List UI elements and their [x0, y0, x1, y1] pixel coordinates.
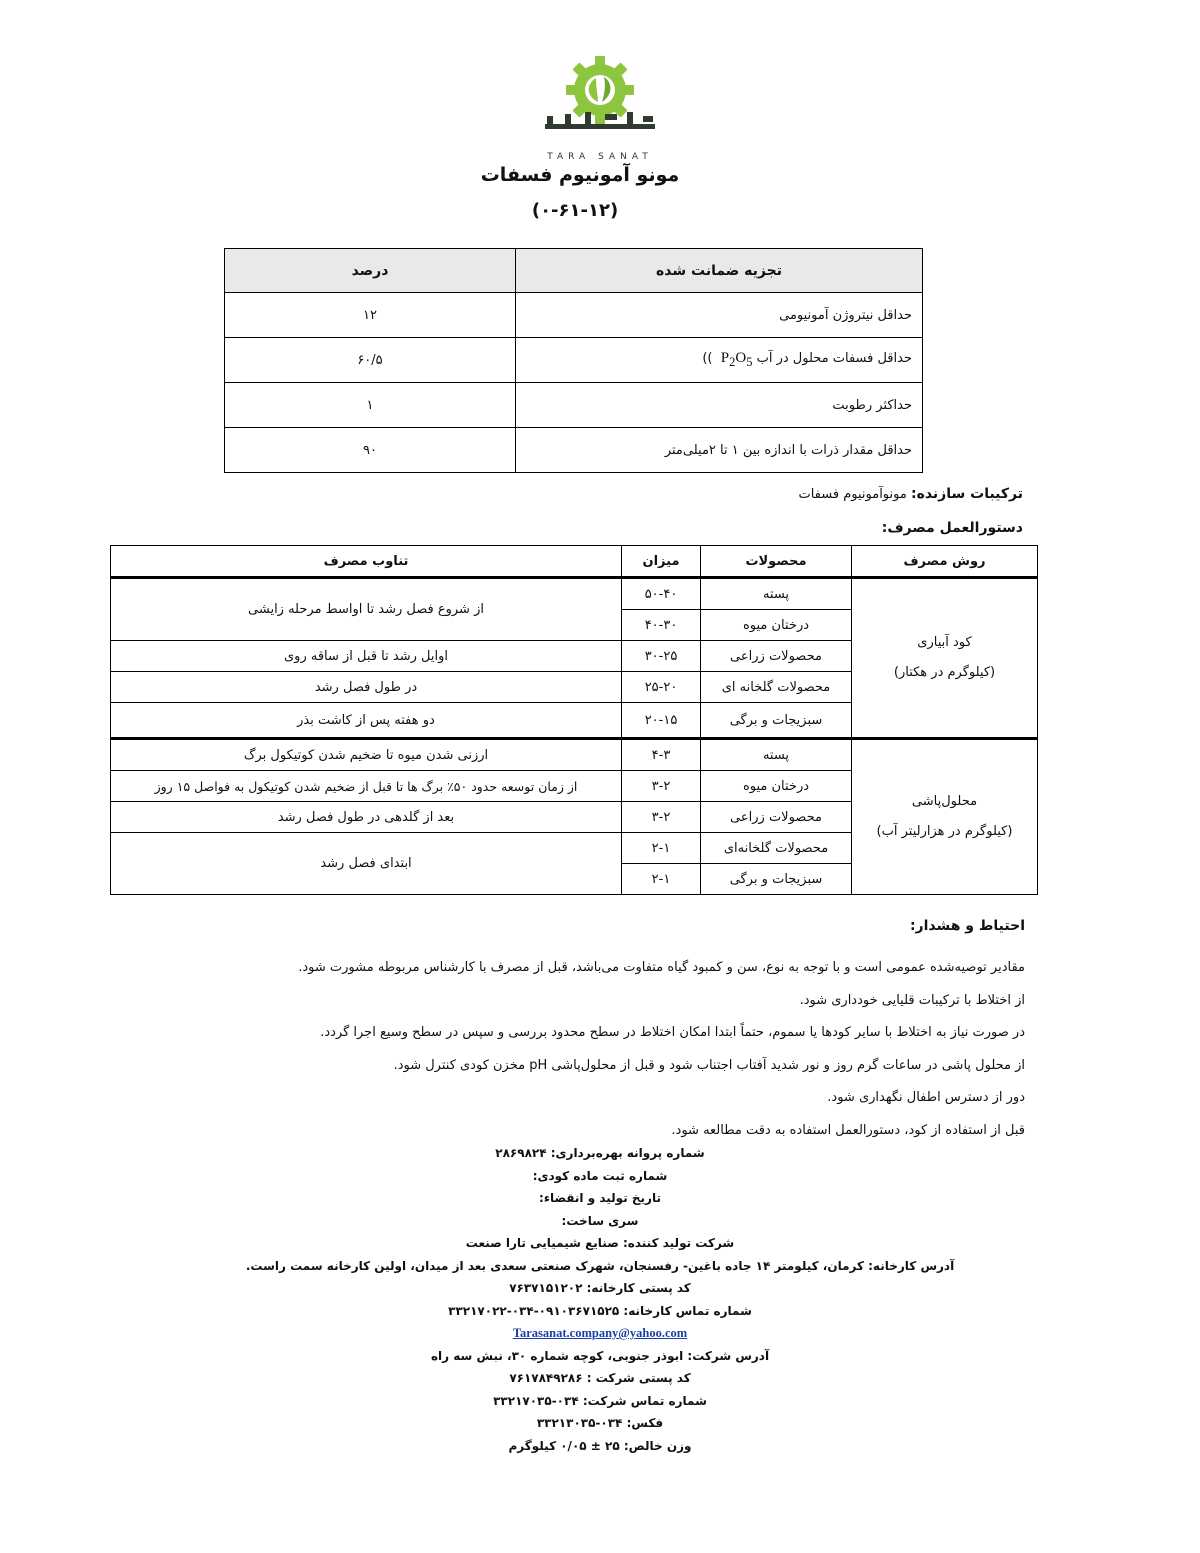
fertilizer-registration: شماره ثبت ماده کودی:	[532, 1168, 668, 1183]
production-expiry-date: تاریخ تولید و انقضاء:	[539, 1191, 661, 1205]
amount-cell: ۲-۱	[622, 833, 701, 864]
product-cell: سبزیجات و برگی	[701, 703, 852, 739]
product-cell: محصولات زراعی	[701, 641, 852, 672]
frequency-cell: دو هفته پس از کاشت بذر	[111, 703, 622, 739]
header-analysis: تجزیه ضمانت شده	[516, 249, 923, 293]
company-fax: فکس: ۰۳۴-۳۳۲۱۳۰۳۵	[536, 1416, 664, 1430]
header-frequency: تناوب مصرف	[111, 546, 622, 578]
frequency-cell: اوایل رشد تا قبل از ساقه روی	[111, 641, 622, 672]
ingredients-value: مونوآمونیوم فسفات	[798, 487, 907, 502]
table-row	[225, 338, 923, 383]
ingredients-line	[798, 486, 1023, 502]
usage-header-row	[111, 546, 1038, 578]
factory-address: آدرس کارخانه: کرمان، کیلومتر ۱۴ جاده باغین- رفسنجان، شهرک صنعتی سعدی بعد از میدان، اولین کارخانه سمت راست.	[245, 1258, 955, 1273]
table-row	[225, 428, 923, 473]
product-cell: درختان میوه	[701, 771, 852, 802]
amount-cell: ۲-۱	[622, 864, 701, 895]
table-row	[225, 383, 923, 428]
usage-heading-text: دستورالعمل مصرف:	[881, 520, 1023, 536]
analysis-name: حداکثر رطوبت	[516, 383, 923, 428]
amount-cell: ۳۰-۲۵	[622, 641, 701, 672]
warnings-heading-text: احتیاط و هشدار:	[909, 918, 1025, 934]
logo-latin-text: TARA SANAT	[547, 152, 653, 162]
product-cell: سبزیجات و برگی	[701, 864, 852, 895]
usage-heading	[882, 520, 1023, 536]
analysis-name-text: حداقل فسفات محلول در آب	[756, 351, 912, 366]
method-name: کود آبیاری	[917, 635, 972, 650]
company-phone: شماره تماس شرکت: ۰۳۴-۳۳۲۱۷۰۳۵	[493, 1393, 707, 1408]
warning-item: از محلول پاشی در ساعات گرم روز و نور شدید آفتاب اجتناب شود و قبل از محلول‌پاشی pH مخزن کودی کنترل شود.	[393, 1057, 1025, 1073]
analysis-value: ۹۰	[225, 428, 516, 473]
table-row	[111, 578, 1038, 610]
footer-info	[0, 1142, 1200, 1457]
warning-item: در صورت نیاز به اختلاط با سایر کودها یا سموم، حتماً ابتدا امکان اختلاط در سطح محدود بررسی و سپس در سطح وسیع اجرا گردد.	[320, 1025, 1025, 1040]
product-cell: محصولات گلخانه‌ای	[701, 833, 852, 864]
p2o5-formula	[720, 350, 753, 369]
method-cell	[852, 739, 1038, 895]
product-cell: محصولات گلخانه ای	[701, 672, 852, 703]
frequency-cell: از زمان توسعه حدود ۵۰٪ برگ ها تا قبل از ضخیم شدن کوتیکول به فواصل ۱۵ روز	[111, 771, 622, 802]
formula-p: P	[720, 350, 730, 366]
header-method: روش مصرف	[852, 546, 1038, 578]
method-name: محلول‌پاشی	[911, 794, 978, 809]
warning-item: مقادیر توصیه‌شده عمومی است و با توجه به نوع، سن و کمبود گیاه متفاوت می‌باشد، قبل از مصرف با کارشناس مربوطه مشورت شود.	[298, 960, 1025, 975]
product-title: مونو آمونیوم فسفات	[480, 164, 680, 186]
factory-postal-code: کد پستی کارخانه: ۷۶۳۷۱۵۱۲۰۲	[509, 1281, 691, 1295]
company-address: آدرس شرکت: ابوذر جنوبی، کوچه شماره ۳۰، نبش سه راه	[430, 1348, 770, 1363]
warnings-list	[125, 952, 1025, 1147]
batch-series: سری ساخت:	[561, 1213, 639, 1228]
formula-o: O	[735, 350, 747, 366]
warnings-heading	[910, 918, 1025, 934]
amount-cell: ۲۵-۲۰	[622, 672, 701, 703]
frequency-cell: ابتدای فصل رشد	[111, 833, 622, 895]
amount-cell: ۳-۲	[622, 802, 701, 833]
net-weight: وزن خالص: ۲۵ ± ۰/۰۵ کیلوگرم	[508, 1438, 692, 1453]
company-postal-code: کد پستی شرکت : ۷۶۱۷۸۴۹۲۸۶	[509, 1371, 691, 1385]
frequency-cell: بعد از گلدهی در طول فصل رشد	[111, 802, 622, 833]
product-cell: محصولات زراعی	[701, 802, 852, 833]
amount-cell: ۳-۲	[622, 771, 701, 802]
method-unit: (کیلوگرم در هکتار)	[893, 665, 996, 680]
header-percent: درصد	[225, 249, 516, 293]
header-amount: میزان	[622, 546, 701, 578]
formula-sub-5: 5	[746, 355, 753, 369]
table-header-row	[225, 249, 923, 293]
formula-paren-close: )	[702, 351, 708, 366]
email-line	[0, 1322, 1200, 1345]
warning-item: قبل از استفاده از کود، دستورالعمل استفاده به دقت مطالعه شود.	[671, 1122, 1025, 1138]
analysis-value: ۱	[225, 383, 516, 428]
table-row	[225, 293, 923, 338]
analysis-value: ۶۰/۵	[225, 338, 516, 383]
product-cell: پسته	[701, 578, 852, 610]
frequency-cell: ارزنی شدن میوه تا ضخیم شدن کوتیکول برگ	[111, 739, 622, 771]
header-products: محصولات	[701, 546, 852, 578]
ingredients-label: ترکیبات سازنده:	[910, 486, 1023, 502]
product-cell: پسته	[701, 739, 852, 771]
manufacturer: شرکت تولید کننده: صنایع شیمیایی تارا صنعت	[465, 1236, 735, 1250]
guaranteed-analysis-table	[224, 248, 923, 473]
usage-table	[110, 545, 1038, 895]
frequency-cell: در طول فصل رشد	[111, 672, 622, 703]
amount-cell: ۲۰-۱۵	[622, 703, 701, 739]
gear-leaf-logo-icon	[535, 52, 665, 150]
analysis-name: حداقل مقدار ذرات با اندازه بین ۱ تا ۲میلی‌متر	[516, 428, 923, 473]
product-cell: درختان میوه	[701, 610, 852, 641]
method-unit: (کیلوگرم در هزارلیتر آب)	[876, 824, 1013, 839]
license-number: شماره پروانه بهره‌برداری: ۲۸۶۹۸۲۴	[495, 1146, 705, 1160]
amount-cell: ۴۰-۳۰	[622, 610, 701, 641]
factory-phone: شماره تماس کارخانه: ۰۹۱۰۳۶۷۱۵۲۵-۰۳۴-۳۳۲۱۷۰۲۲	[448, 1303, 752, 1318]
analysis-name	[516, 338, 923, 383]
analysis-value: ۱۲	[225, 293, 516, 338]
table-row	[111, 739, 1038, 771]
company-logo	[0, 52, 1200, 162]
warning-item: دور از دسترس اطفال نگهداری شود.	[827, 1090, 1025, 1105]
warning-item: از اختلاط با ترکیبات قلیایی خودداری شود.	[799, 992, 1025, 1008]
formula-sub-2: 2	[729, 355, 736, 369]
formula-paren-open: (	[707, 351, 717, 366]
amount-cell: ۵۰-۴۰	[622, 578, 701, 610]
method-cell	[852, 578, 1038, 739]
amount-cell: ۴-۳	[622, 739, 701, 771]
product-formula: (۰-۶۱-۱۲)	[531, 200, 619, 221]
company-email-link[interactable]: Tarasanat.company@yahoo.com	[512, 1326, 688, 1340]
analysis-name: حداقل نیتروژن آمونیومی	[516, 293, 923, 338]
frequency-cell: از شروع فصل رشد تا اواسط مرحله زایشی	[111, 578, 622, 641]
